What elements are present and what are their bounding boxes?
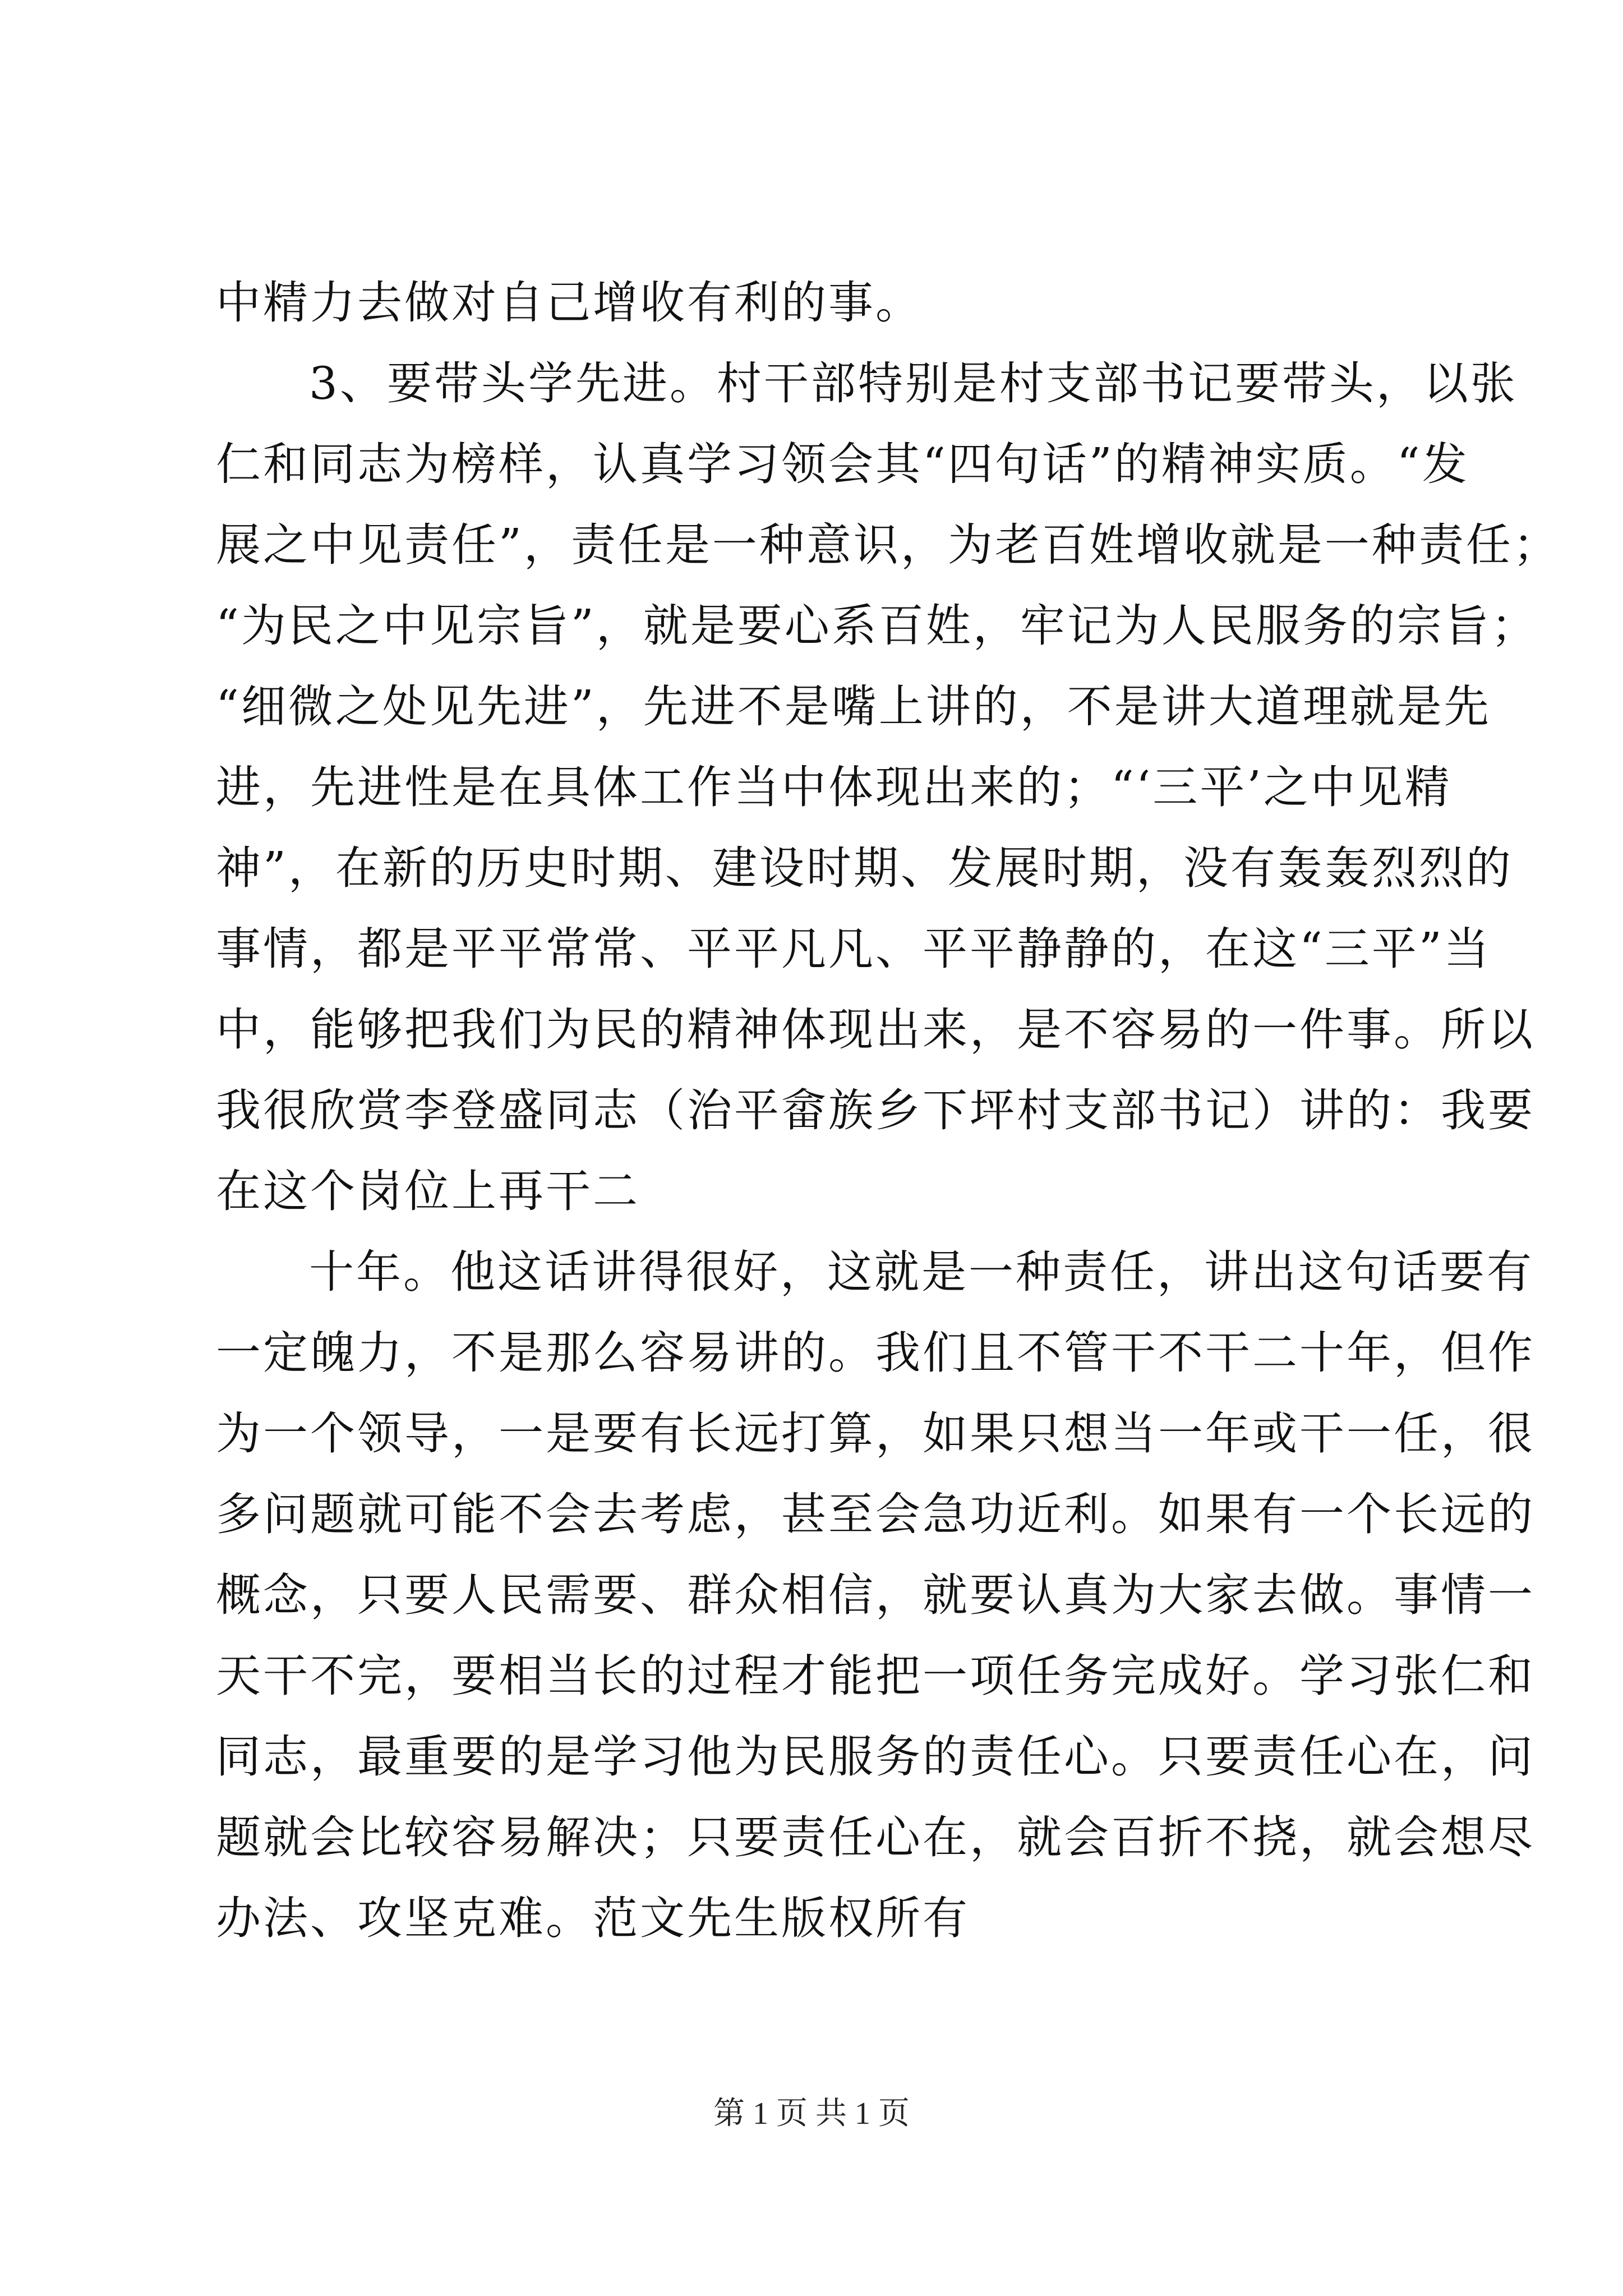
text-line: 天干不完，要相当长的过程才能把一项任务完成好。学习张仁和: [216, 1650, 1535, 1702]
text-line: 仁和同志为榜样，认真学习领会其“四句话”的精神实质。“发: [216, 438, 1469, 490]
text-line: 为一个领导，一是要有长远打算，如果只想当一年或干一任，很: [216, 1407, 1535, 1460]
text-line: 题就会比较容易解决；只要责任心在，就会百折不挠，就会想尽: [216, 1811, 1535, 1864]
page-number-label: 第 1 页 共 1 页: [713, 2096, 910, 2131]
paragraph-first-line: 3、要带头学先进。村干部特别是村支部书记要带头，以张: [309, 357, 1518, 409]
text-line: 在这个岗位上再干二: [216, 1165, 640, 1217]
text-line: 办法、攻坚克难。范文先生版权所有: [216, 1892, 970, 1944]
text-line: 多问题就可能不会去考虑，甚至会急功近利。如果有一个长远的: [216, 1488, 1535, 1540]
text-line: 概念，只要人民需要、群众相信，就要认真为大家去做。事情一: [216, 1569, 1535, 1621]
text-line: 中精力去做对自己增收有利的事。: [216, 277, 923, 329]
text-line: 神”，在新的历史时期、建设时期、发展时期，没有轰轰烈烈的: [216, 842, 1513, 894]
text-line: 事情，都是平平常常、平平凡凡、平平静静的，在这“三平”当: [216, 923, 1491, 975]
document-body: [216, 263, 1560, 1959]
paragraph-first-line: 十年。他这话讲得很好，这就是一种责任，讲出这句话要有: [309, 1246, 1534, 1298]
text-line: 我很欣赏李登盛同志（治平畲族乡下坪村支部书记）讲的：我要: [216, 1084, 1535, 1137]
text-line: 同志，最重要的是学习他为民服务的责任心。只要责任心在，问: [216, 1731, 1535, 1783]
text-line: 展之中见责任”，责任是一种意识，为老百姓增收就是一种责任；: [216, 519, 1560, 571]
text-line: 进，先进性是在具体工作当中体现出来的；“‘三平’之中见精: [216, 761, 1452, 813]
text-line: 中，能够把我们为民的精神体现出来，是不容易的一件事。所以: [216, 1004, 1535, 1056]
text-line: “细微之处见先进”，先进不是嘴上讲的，不是讲大道理就是先: [216, 680, 1491, 733]
text-line: “为民之中见宗旨”，就是要心系百姓，牢记为人民服务的宗旨；: [216, 600, 1538, 652]
page-footer: [0, 2091, 1623, 2136]
text-line: 一定魄力，不是那么容易讲的。我们且不管干不干二十年，但作: [216, 1327, 1535, 1379]
